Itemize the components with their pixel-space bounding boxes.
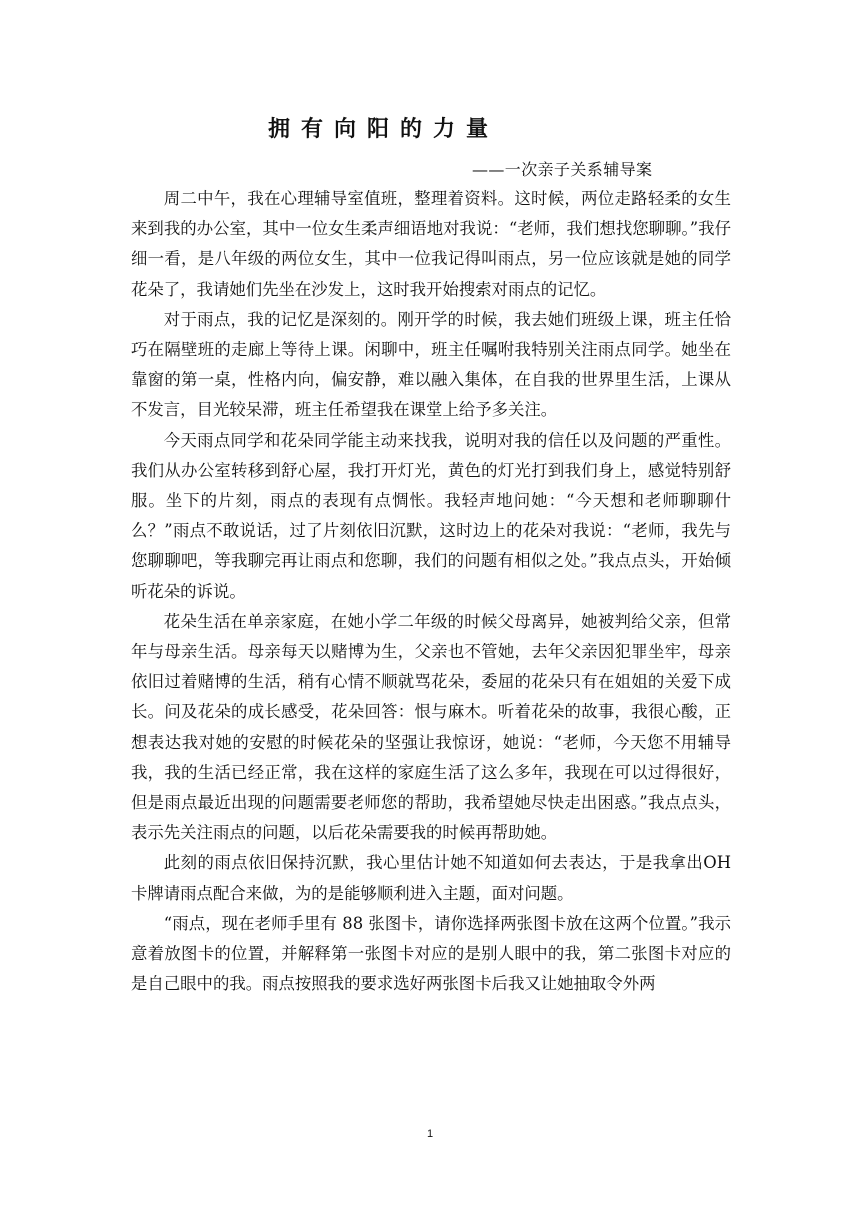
paragraph: 此刻的雨点依旧保持沉默，我心里估计她不知道如何去表达，于是我拿出OH卡牌请雨点配合来做，为的是能够顺利进入主题，面对问题。 (131, 853, 731, 903)
paragraph: 周二中午，我在心理辅导室值班，整理着资料。这时候，两位走路轻柔的女生来到我的办公室，其中一位女生柔声细语地对我说：“老师，我们想找您聊聊。”我仔细一看，是八年级的两位女生，其中一位我记得叫雨点，另一位应该就是她的同学花朵了，我请她们先坐在沙发上，这时我开始搜索对雨点的记忆。 (131, 189, 731, 299)
paragraph: “雨点，现在老师手里有 88 张图卡，请你选择两张图卡放在这两个位置。”我示意着放图卡的位置，并解释第一张图卡对应的是别人眼中的我，第二张图卡对应的是自己眼中的我。雨点按照我的要求选好两张图卡后我又让她抽取令外两 (131, 913, 731, 994)
paragraph: 花朵生活在单亲家庭，在她小学二年级的时候父母离异，她被判给父亲，但常年与母亲生活。母亲每天以赌博为生，父亲也不管她，去年父亲因犯罪坐牢，母亲依旧过着赌博的生活，稍有心情不顺就骂花朵，委屈的花朵只有在姐姐的关爱下成长。问及花朵的成长感受，花朵回答：恨与麻木。听着花朵的故事，我很心酸，正想表达我对她的安慰的时候花朵的坚强让我惊讶，她说：“老师，今天您不用辅导我，我的生活已经正常，我在这样的家庭生活了这么多年，我现在可以过得很好，但是雨点最近出现的问题需要老师您的帮助，我希望她尽快走出困惑。”我点点头，表示先关注雨点的问题，以后花朵需要我的时候再帮助她。 (131, 611, 731, 843)
paragraph: 今天雨点同学和花朵同学能主动来找我，说明对我的信任以及问题的严重性。我们从办公室转移到舒心屋，我打开灯光，黄色的灯光打到我们身上，感觉特别舒服。坐下的片刻，雨点的表现有点惆怅。我轻声地问她：“今天想和老师聊聊什么？”雨点不敢说话，过了片刻依旧沉默，这时边上的花朵对我说：“老师，我先与您聊聊吧，等我聊完再让雨点和您聊，我们的问题有相似之处。”我点点头，开始倾听花朵的诉说。 (131, 430, 731, 601)
document-title: 拥有向阳的力量 (268, 117, 500, 142)
paragraph: 对于雨点，我的记忆是深刻的。刚开学的时候，我去她们班级上课，班主任恰巧在隔壁班的走廊上等待上课。闲聊中，班主任嘱咐我特别关注雨点同学。她坐在靠窗的第一桌，性格内向，偏安静，难以融入集体，在自我的世界里生活，上课从不发言，目光较呆滞，班主任希望我在课堂上给予多关注。 (131, 309, 731, 420)
document-body (131, 184, 731, 999)
document-subtitle: ——一次亲子关系辅导案 (472, 160, 653, 179)
page-number: 1 (426, 1128, 434, 1140)
